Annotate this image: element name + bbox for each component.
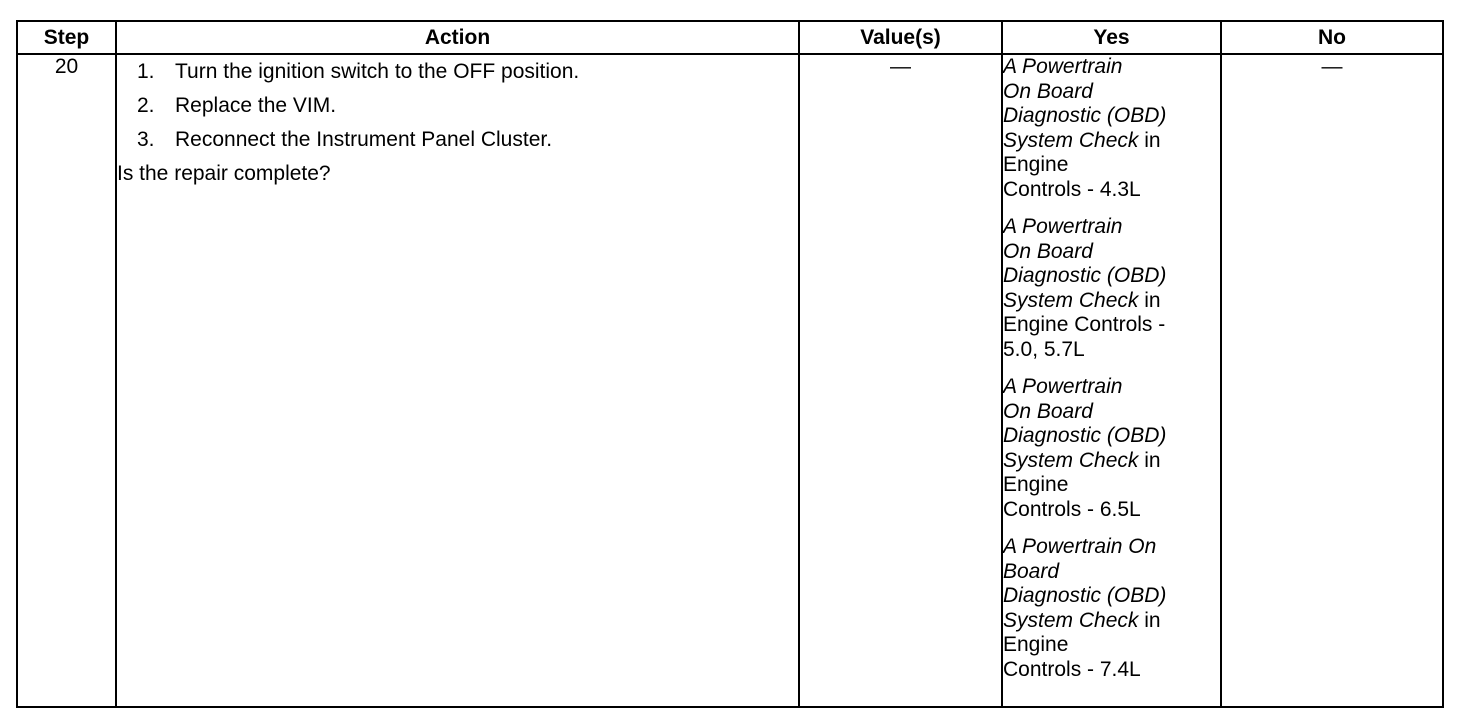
yes-reference (1003, 215, 1220, 362)
step-index: 2. (137, 94, 155, 117)
header-values: Value(s) (799, 21, 1002, 54)
header-step: Step (17, 21, 116, 54)
ref-title-line: On Board (1003, 239, 1093, 263)
header-row (17, 21, 1443, 54)
ref-title-line: On Board (1003, 399, 1093, 423)
header-yes: Yes (1002, 21, 1221, 54)
ref-text: in (1138, 608, 1161, 632)
step-index: 3. (137, 128, 155, 151)
no-cell: — (1221, 54, 1443, 707)
ref-text: Controls - 4.3L (1003, 177, 1141, 201)
step-index: 1. (137, 60, 155, 83)
ref-text: Engine Controls - (1003, 313, 1166, 336)
ref-text: Engine (1003, 633, 1069, 656)
ref-title-line: A Powertrain On (1003, 535, 1157, 558)
ref-title-line: A Powertrain (1003, 215, 1123, 238)
ref-title-line: A Powertrain (1003, 55, 1123, 78)
diagnostic-table (16, 20, 1444, 708)
ref-title-line: Diagnostic (OBD) (1003, 264, 1167, 287)
ref-text: 5.0, 5.7L (1003, 337, 1085, 361)
yes-reference (1003, 375, 1220, 522)
ref-title-line: System Check (1003, 288, 1139, 312)
step-text: Reconnect the Instrument Panel Cluster. (175, 128, 553, 151)
ref-text: Controls - 6.5L (1003, 497, 1141, 521)
ref-title-line: Diagnostic (OBD) (1003, 584, 1167, 607)
ref-title-line: Diagnostic (OBD) (1003, 104, 1167, 127)
ref-title-line: A Powertrain (1003, 375, 1123, 398)
ref-text: Engine (1003, 473, 1069, 496)
action-question: Is the repair complete? (117, 162, 331, 185)
ref-text: in (1138, 448, 1161, 472)
table-row (17, 54, 1443, 707)
action-steps-list (117, 55, 798, 157)
ref-title-line: Board (1003, 559, 1060, 583)
ref-title-line: System Check (1003, 608, 1139, 632)
ref-text: in (1138, 128, 1161, 152)
action-step (117, 123, 798, 157)
ref-title-line: System Check (1003, 448, 1139, 472)
header-no: No (1221, 21, 1443, 54)
ref-text: Controls - 7.4L (1003, 657, 1141, 681)
ref-text: in (1138, 288, 1161, 312)
ref-title-line: System Check (1003, 128, 1139, 152)
yes-cell (1002, 54, 1221, 707)
value-cell: — (799, 54, 1002, 707)
yes-reference (1003, 535, 1220, 682)
ref-text: Engine (1003, 153, 1069, 176)
yes-reference (1003, 55, 1220, 202)
action-step (117, 89, 798, 123)
step-number: 20 (17, 54, 116, 707)
header-action: Action (116, 21, 799, 54)
step-text: Replace the VIM. (175, 94, 337, 117)
ref-title-line: On Board (1003, 79, 1093, 103)
step-text: Turn the ignition switch to the OFF position. (175, 60, 580, 83)
ref-title-line: Diagnostic (OBD) (1003, 424, 1167, 447)
action-step (117, 55, 798, 89)
action-cell (116, 54, 799, 707)
